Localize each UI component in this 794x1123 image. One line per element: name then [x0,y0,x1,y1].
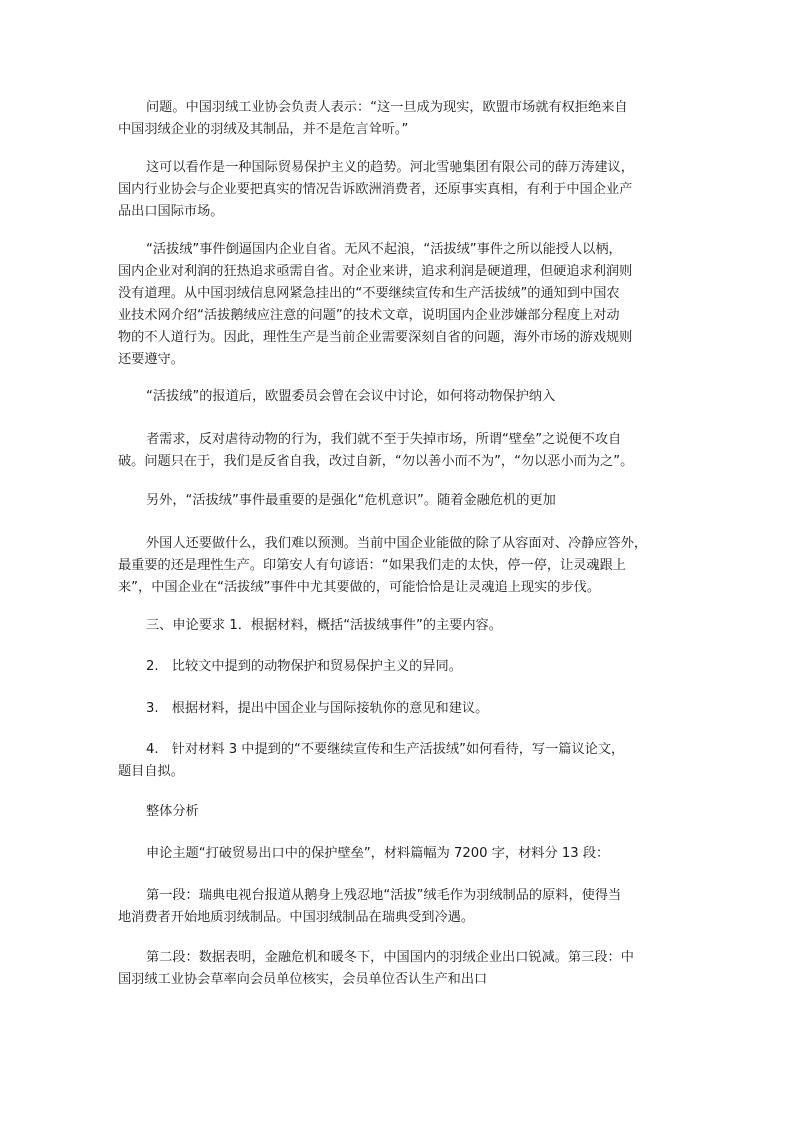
text-line [118,615,678,637]
text-line [118,533,678,555]
paragraph [118,239,678,371]
line-text: 者需求，反对虐待动物的行为，我们就不至于失掉市场，所谓“壁垒”之说便不攻自 [146,432,622,447]
line-text: 申论主题“打破贸易出口中的保护壁垒”，材料篇幅为 7200 字，材料分 13 段： [146,846,610,861]
paragraph [118,656,678,678]
paragraph [118,490,678,512]
text-line: 破。问题只在于，我们是反省自我，改过自新，“勿以善小而不为”，“勿以恶小而为之”。 [118,454,634,469]
text-line: 还要遵守。 [118,352,184,367]
line-text: 3. 根据材料，提出中国企业与国际接轨你的意见和建议。 [146,701,489,716]
paragraph [118,97,678,141]
paragraph [118,429,678,473]
text-line [118,885,678,907]
text-line [118,429,678,451]
text-line [118,843,678,865]
line-text: 这可以看作是一种国际贸易保护主义的趋势。河北雪驰集团有限公司的薛万涛建议， [146,160,634,175]
text-line [118,947,678,969]
line-text: 4. 针对材料 3 中提到的“不要继续宣传和生产活拔绒”如何看待，写一篇议论文， [146,742,625,757]
text-line [118,698,678,720]
line-text: 第一段：瑞典电视台报道从鹅身上残忍地“活拔”绒毛作为羽绒制品的原料，使得当 [146,888,622,903]
paragraph [118,947,678,991]
text-line: 业技术网介绍“活拔鹅绒应注意的问题”的技术文章，说明国内企业涉嫌部分程度上对动 [118,308,620,323]
paragraph [118,386,678,408]
text-line [118,656,678,678]
text-line: 国内企业对利润的狂热追求亟需自省。对企业来讲，追求利润是硬道理，但硬追求利润则 [118,264,633,279]
text-line: 国内行业协会与企业要把真实的情况告诉欧洲消费者，还原事实真相，有利于中国企业产 [118,182,633,197]
text-line: 最重要的还是理性生产。印第安人有句谚语：“如果我们走的太快，停一停，让灵魂跟上 [118,558,626,573]
paragraph [118,843,678,865]
text-line: 没有道理。从中国羽绒信息网紧急挂出的“不要继续宣传和生产活拔绒”的通知到中国农 [118,286,620,301]
text-line [118,739,678,761]
text-line [118,801,678,823]
text-line: 物的不人道行为。因此，理性生产是当前企业需要深刻自省的问题，海外市场的游戏规则 [118,330,633,345]
line-text: “活拔绒”的报道后，欧盟委员会曾在会议中讨论，如何将动物保护纳入 [146,389,556,404]
text-line: 题目自拟。 [118,764,184,779]
text-line [118,157,678,179]
paragraph [118,801,678,823]
line-text: 另外，“活拔绒”事件最重要的是强化“危机意识”。随着金融危机的更加 [146,493,556,508]
text-line: 来”，中国企业在“活拔绒”事件中尤其要做的，可能恰恰是让灵魂追上现实的步伐。 [118,580,601,595]
paragraph [118,885,678,929]
paragraph [118,533,678,599]
paragraph [118,615,678,637]
paragraph [118,739,678,783]
text-line [118,386,678,408]
text-line: 品出口国际市场。 [118,204,224,219]
text-line: 国羽绒工业协会草率向会员单位核实，会员单位否认生产和出口 [118,972,488,987]
text-line [118,239,678,261]
text-line: 地消费者开始地质羽绒制品。中国羽绒制品在瑞典受到冷遇。 [118,910,475,925]
line-text: 外国人还要做什么，我们难以预测。当前中国企业能做的除了从容面对、冷静应答外， [146,536,648,551]
text-line [118,490,678,512]
line-text: 问题。中国羽绒工业协会负责人表示：“这一旦成为现实，欧盟市场就有权拒绝来自 [146,100,628,115]
paragraph [118,698,678,720]
line-text: 三、申论要求 1．根据材料，概括“活拔绒事件”的主要内容。 [146,618,502,633]
line-text: 整体分析 [146,804,199,819]
text-line: 中国羽绒企业的羽绒及其制品，并不是危言耸听。” [118,122,409,137]
line-text: “活拔绒”事件倒逼国内企业自省。无风不起浪，“活拔绒”事件之所以能授人以柄， [146,242,622,257]
text-line [118,97,678,119]
paragraph [118,157,678,223]
line-text: 2. 比较文中提到的动物保护和贸易保护主义的异同。 [146,659,462,674]
line-text: 第二段：数据表明，金融危机和暖冬下，中国国内的羽绒企业出口锐减。第三段：中 [146,950,634,965]
